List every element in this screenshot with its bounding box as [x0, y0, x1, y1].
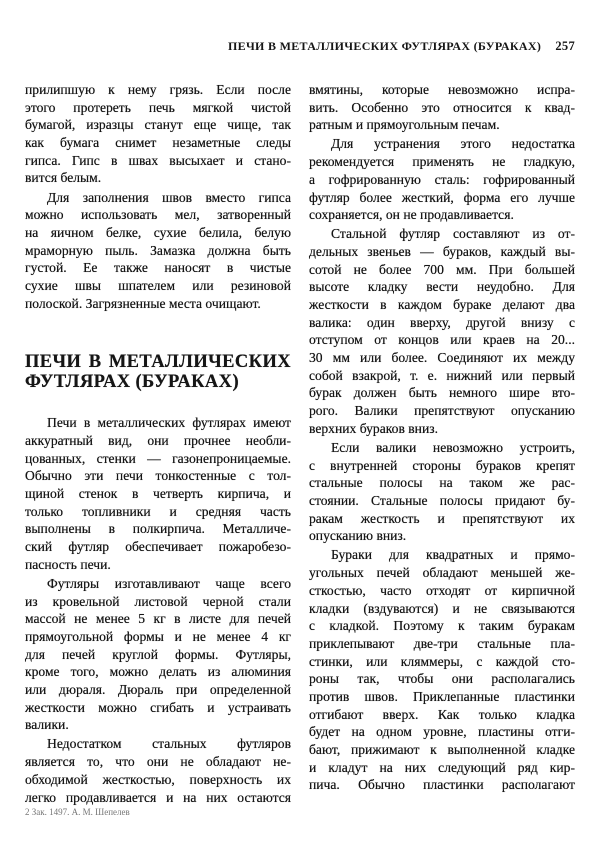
text-line: из кровельной листовой черной стали	[25, 593, 291, 609]
text-line: опусканию вниз.	[309, 528, 407, 544]
paragraph	[309, 135, 575, 223]
text-line: стинки, или кляммеры, с каждой сто-	[309, 653, 575, 669]
text-line: приклепывают две-три стальные пла-	[309, 635, 575, 651]
text-line: Стальной футляр составляют из от-	[331, 226, 575, 242]
text-line: жесткости можно сгибать и устраивать	[25, 699, 291, 715]
text-line: цованных, стенки — газонепроницаемые.	[25, 450, 291, 466]
text-line: вить. Особенно это относится к квад-	[309, 99, 575, 115]
paragraph	[25, 81, 291, 187]
text-line: против швов. Приклепанные пластинки	[309, 688, 575, 704]
text-line: 30 мм или более. Соединяют их между	[309, 350, 575, 366]
text-line: пасность печи.	[25, 556, 111, 572]
text-line: на яичном белке, сухие белила, белую	[25, 224, 291, 240]
text-line: прилипшую к нему грязь. Если после	[25, 82, 291, 97]
paragraph	[309, 439, 575, 545]
text-line: угольных печей обладают меньшей же-	[309, 565, 575, 581]
text-line: как бумага снимет незаметные следы	[25, 135, 291, 151]
text-line: легко продавливается и на них остаются	[25, 789, 291, 805]
text-line: сткостью, часто отходят от кирпичной	[309, 582, 575, 598]
text-line: пича. Обычно пластинки располагают	[309, 777, 575, 793]
text-line: вмятины, которые невозможно испра-	[309, 82, 575, 97]
text-line: сухие швы шпателем или резиновой	[25, 277, 291, 293]
text-line: является то, что они не обладают не-	[25, 754, 291, 770]
text-line: отступом от концов или краев на 20...	[309, 332, 575, 348]
text-line: сотой не более 700 мм. При большей	[309, 261, 575, 277]
text-line: бурак должен быть немного шире вто-	[309, 385, 575, 401]
text-line: густой. Ее также наносят в чистые	[25, 260, 291, 276]
text-line: Бураки для квадратных и прямо-	[331, 547, 575, 563]
text-line: вится белым.	[25, 170, 102, 186]
text-line: аккуратный вид, они прочнее необли-	[25, 433, 291, 449]
paragraph	[25, 575, 291, 734]
text-line: и кладут на них следующий ряд кир-	[309, 759, 575, 775]
text-line: собой взакрой, т. е. нижний или первый	[309, 367, 575, 383]
text-line: полоской. Загрязненные места очищают.	[25, 295, 261, 311]
text-line: Обычно эти печи тонкостенные с тол-	[25, 468, 291, 484]
running-head-title: ПЕЧИ В МЕТАЛЛИЧЕСКИХ ФУТЛЯРАХ (БУРАКАХ)	[228, 39, 542, 53]
section-heading	[25, 352, 291, 392]
text-line: роны так, чтобы они располагались	[309, 671, 575, 687]
page-number: 257	[555, 39, 575, 53]
text-line: рекомендуется применять не гладкую,	[309, 154, 575, 170]
text-line: можно использовать мел, затворенный	[25, 207, 291, 223]
heading-line: ПЕЧИ В МЕТАЛЛИЧЕСКИХ	[25, 352, 291, 373]
text-line: ратным и прямоугольным печам.	[309, 117, 500, 133]
text-line: с внутренней стороны бураков крепят	[309, 457, 575, 473]
text-line: ский футляр обеспечивает пожаробезо-	[25, 539, 291, 555]
paragraph	[309, 225, 575, 437]
text-line: стальные полосы на таком же рас-	[309, 475, 575, 491]
footer-imprint: 2 Зак. 1497. А. М. Шепелев	[25, 807, 130, 817]
text-line: выполнены в полкирпича. Металличе-	[25, 521, 291, 537]
text-line: Для заполнения швов вместо гипса	[47, 189, 291, 205]
heading-line: ФУТЛЯРАХ (БУРАКАХ)	[25, 372, 240, 393]
text-line: футляр более жесткий, форма его лучше	[309, 189, 575, 205]
text-line: валика: один вверху, другой внизу с	[309, 314, 575, 330]
text-line: щиной стенок в четверть кирпича, и	[25, 486, 291, 502]
text-line: жесткости в каждом бураке делают два	[309, 297, 575, 313]
text-line: а гофрированную сталь: гофрированный	[309, 171, 575, 187]
text-line: Футляры изготавливают чаще всего	[47, 575, 291, 591]
text-line: или дюраля. Дюраль при определенной	[25, 682, 291, 698]
text-line: с кладкой. Поэтому к таким буракам	[309, 618, 575, 634]
text-line: Печи в металлических футлярах имеют	[47, 415, 291, 431]
text-line: гипса. Гипс в швах высыхает и стано-	[25, 152, 291, 168]
text-block	[25, 414, 291, 806]
text-line: Если валики невозможно устроить,	[331, 439, 575, 455]
running-head	[228, 39, 575, 55]
text-line: кладки (вздуваются) и не связываются	[309, 600, 575, 616]
text-line: сохраняется, он не продавливается.	[309, 207, 514, 223]
text-line: ракам жесткость и препятствуют их	[309, 510, 575, 526]
paragraph	[25, 414, 291, 573]
paragraph	[25, 735, 291, 806]
paragraph	[25, 189, 291, 313]
text-line: Для устранения этого недостатка	[331, 136, 575, 152]
text-line: рого. Валики препятствуют опусканию	[309, 403, 575, 419]
left-column	[25, 81, 291, 806]
text-line: кроме того, можно делать из алюминия	[25, 664, 291, 680]
text-line: мраморную пыль. Замазка должна быть	[25, 242, 291, 258]
text-line: для печей круглой формы. Футляры,	[25, 646, 291, 662]
text-block	[25, 81, 291, 312]
text-line: только топливники и средняя часть	[25, 503, 291, 519]
text-line: массой не менее 5 кг в листе для печей	[25, 611, 291, 627]
text-line: стоянии. Стальные полосы придают бу-	[309, 492, 575, 508]
text-line: будет на одном уровне, пластины отги-	[309, 724, 575, 740]
text-line: верхних бураков вниз.	[309, 420, 439, 436]
text-line: Недостатком стальных футляров	[47, 736, 291, 752]
right-column	[309, 81, 575, 794]
text-line: обходимой жесткостью, поверхность их	[25, 771, 291, 787]
text-line: этого протереть печь мягкой чистой	[25, 99, 291, 115]
text-line: бумагой, изразцы станут еще чище, так	[25, 117, 291, 133]
paragraph	[309, 546, 575, 794]
paragraph	[309, 81, 575, 134]
text-line: прямоугольной формы и не менее 4 кг	[25, 628, 291, 644]
text-line: дельных звеньев — бураков, каждый вы-	[309, 243, 575, 259]
text-line: высоте кладку вести неудобно. Для	[309, 279, 575, 295]
text-line: отгибают вверх. Как только кладка	[309, 706, 575, 722]
text-line: бают, прижимают к выполненной кладке	[309, 742, 575, 757]
text-line: валики.	[25, 717, 69, 733]
